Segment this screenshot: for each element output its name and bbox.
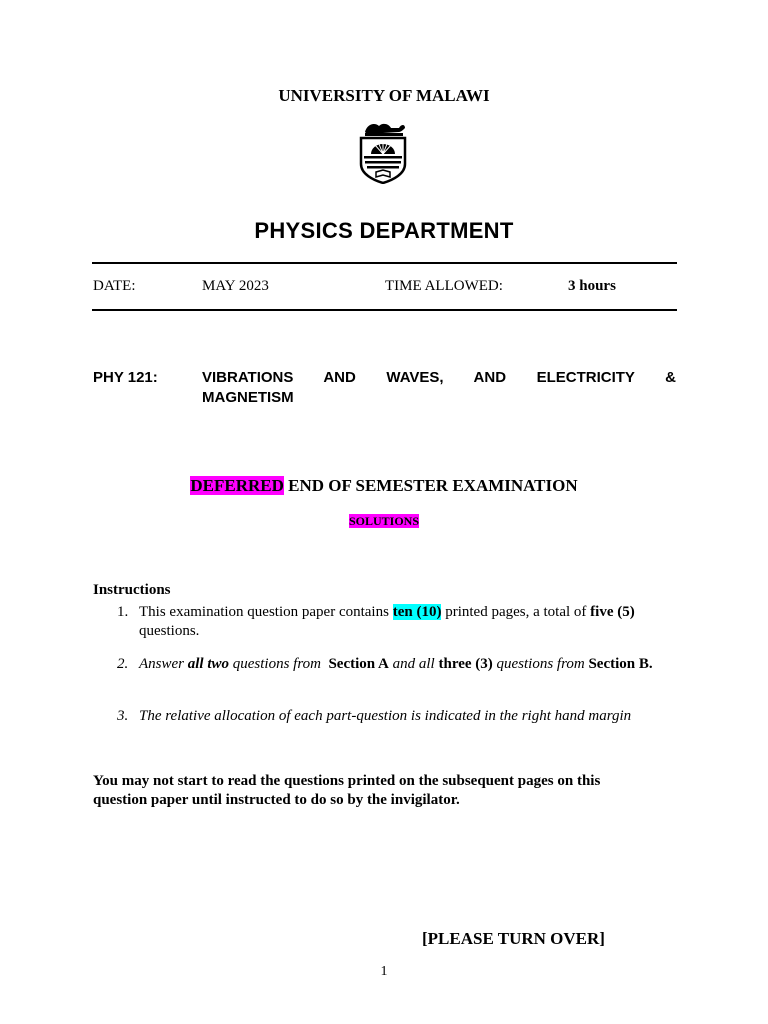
course-title-line1: VIBRATIONS AND WAVES, AND ELECTRICITY & (202, 369, 676, 386)
deferred-highlight: DEFERRED (190, 476, 284, 495)
instructions-heading: Instructions (93, 582, 171, 598)
university-name: UNIVERSITY OF MALAWI (278, 86, 490, 105)
instruction-number: 1. (117, 604, 129, 620)
page-number: 1 (380, 964, 388, 979)
instruction-item-3: The relative allocation of each part-question is indicated in the right hand margin (139, 708, 632, 724)
section-b-label: Section B. (588, 656, 653, 672)
invigilator-notice: You may not start to read the questions printed on the subsequent pages on this question paper until instructed to do so by the invigilator. (93, 773, 601, 808)
instruction-text: printed pages, a total of (441, 604, 591, 620)
date-label: DATE: (93, 278, 136, 294)
instruction-number: 2. (117, 656, 129, 672)
instruction-emphasis: all two (187, 656, 230, 672)
solutions-highlight: SOLUTIONS (348, 514, 420, 528)
solutions-label (0, 514, 768, 529)
section-a-label: Section A (328, 656, 389, 672)
instruction-text: This examination question paper contains (139, 604, 393, 620)
divider-top (92, 262, 677, 264)
exam-title-rest: END OF SEMESTER EXAMINATION (283, 476, 578, 495)
instruction-text: and all (388, 656, 439, 672)
instruction-number: 3. (117, 708, 129, 724)
instruction-emphasis: three (3) (438, 656, 493, 672)
instruction-text: questions from (229, 656, 325, 672)
question-count: five (5) (590, 604, 635, 620)
university-crest-icon (355, 118, 411, 184)
course-code: PHY 121: (93, 369, 158, 386)
instruction-text: Answer (139, 656, 188, 672)
instruction-item-1 (139, 603, 669, 641)
exam-title (0, 476, 768, 496)
turn-over-label: [PLEASE TURN OVER] (422, 929, 605, 948)
instruction-item-2 (139, 655, 669, 674)
page-count-highlight: ten (10) (392, 604, 442, 620)
divider-bottom (92, 309, 677, 311)
department-title: PHYSICS DEPARTMENT (254, 218, 514, 243)
course-title-line2: MAGNETISM (202, 389, 294, 406)
time-allowed-label: TIME ALLOWED: (385, 278, 503, 294)
instruction-text: questions. (139, 623, 200, 639)
instruction-text: questions from (492, 656, 589, 672)
date-value: MAY 2023 (202, 278, 269, 294)
time-allowed-value: 3 hours (568, 278, 616, 294)
